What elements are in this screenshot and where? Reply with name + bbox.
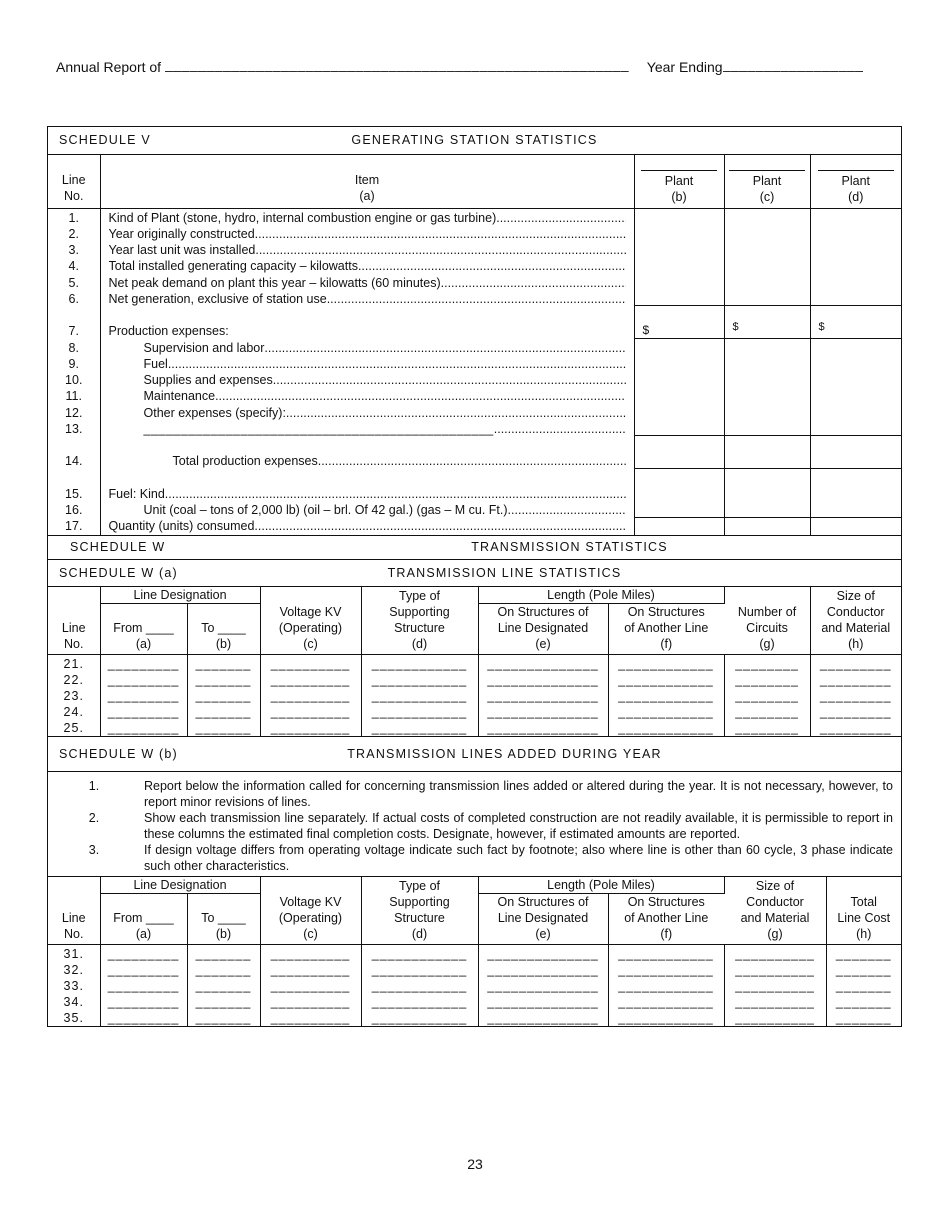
schedule-w-title: TRANSMISSION STATISTICS <box>471 539 668 554</box>
schedule-v-title: GENERATING STATION STATISTICS <box>351 133 598 147</box>
transmission-line-table <box>48 587 901 737</box>
report-of-label: Annual Report of <box>56 59 162 75</box>
wb-type-header: Type of Supporting Structure (d) <box>361 877 478 945</box>
wb-size-fields[interactable]: __________ __________ __________ __________ __________ <box>724 944 826 1026</box>
schedule-wb-code: SCHEDULE W (b) <box>59 746 178 761</box>
plant-d-column[interactable] <box>810 208 901 535</box>
schedule-v-band <box>48 127 901 155</box>
gs-items <box>100 208 634 535</box>
gs-item: Total installed generating capacity – kilowatts ..... <box>109 258 626 274</box>
tl-line-header: Line No. <box>48 587 100 655</box>
schedule-wa-band <box>48 560 901 587</box>
gs-item: Unit (coal – tons of 2,000 lb) (oil – brl. Of 42 gal.) (gas – M cu. Ft.) ..... <box>109 502 626 518</box>
wb-voltage-fields[interactable]: __________ __________ __________ __________ __________ <box>260 944 361 1026</box>
wb-on-line-header: On Structures of Line Designated (e) <box>478 893 608 944</box>
wb-header-row <box>48 877 901 894</box>
tl-from-fields[interactable]: _________ _________ _________ _________ _________ <box>100 654 187 736</box>
wb-cost-fields[interactable]: _______ _______ _______ _______ _______ <box>835 946 892 1025</box>
wb-on-another-fields[interactable]: ____________ ____________ ____________ ____________ ____________ <box>608 944 724 1026</box>
wb-instructions <box>48 772 901 877</box>
lines-added-table <box>48 877 901 1026</box>
tl-on-another-fields[interactable]: ____________ ____________ ____________ ____________ ____________ <box>608 654 724 736</box>
gs-item: Maintenance ..... <box>109 388 626 404</box>
report-header <box>56 56 896 75</box>
wb-cost-header: Total Line Cost (h) <box>837 894 891 941</box>
schedule-wb-band <box>48 737 901 772</box>
gs-item: Year last unit was installed ..... <box>109 242 626 258</box>
instruction-item: 1. Report below the information called for concerning transmission lines added or altered during the year. It is not necessary, however, to report minor revisions of lines. <box>88 778 893 809</box>
tl-on-another-header: On Structures of Another Line (f) <box>624 604 709 651</box>
plant-c-column[interactable] <box>724 208 810 535</box>
tl-line-numbers: 21. 22. 23. 24. 25. <box>48 654 100 736</box>
tl-circuits-header: Number of Circuits (g) <box>724 587 810 655</box>
tl-size-fields[interactable]: _________ _________ _________ _________ _________ <box>819 656 892 735</box>
gs-item: Total production expenses ..... <box>109 453 626 469</box>
plant-c-header: Plant (c) <box>724 155 810 208</box>
tl-type-fields[interactable]: ____________ ____________ ____________ ____________ ____________ <box>361 654 478 736</box>
gs-item: Quantity (units) consumed ..... <box>109 518 626 534</box>
gs-item-header: Item (a) <box>100 155 634 208</box>
tl-voltage-header: Voltage KV (Operating) (c) <box>260 587 361 655</box>
tl-voltage-fields[interactable]: __________ __________ __________ __________ __________ <box>260 654 361 736</box>
tl-to-header: To ____ (b) <box>187 603 260 654</box>
schedule-wa-code: SCHEDULE W (a) <box>59 565 178 580</box>
page-number: 23 <box>467 1156 483 1172</box>
wb-designation-header: Line Designation <box>100 877 260 894</box>
wb-length-header: Length (Pole Miles) <box>478 877 724 894</box>
wb-from-header: From ____ (a) <box>100 893 187 944</box>
tl-circuits-fields[interactable]: ________ ________ ________ ________ ________ <box>724 654 810 736</box>
instruction-item: 3. If design voltage differs from operating voltage indicate such fact by footnote; also where line is other than 60 cycle, 3 phase indicate such other characteristics. <box>88 842 893 873</box>
gs-item: Other expenses (specify): ..... <box>109 405 626 421</box>
generating-station-table <box>48 155 901 535</box>
schedule-wb-title: TRANSMISSION LINES ADDED DURING YEAR <box>347 746 662 761</box>
gs-item: Fuel: Kind ..... <box>109 486 626 502</box>
wb-size-header: Size of Conductor and Material (g) <box>724 877 826 945</box>
gs-other-expense-field[interactable]: _______________________________________________ ..... <box>109 421 626 437</box>
gs-line-header: Line No. <box>48 155 100 208</box>
wb-from-fields[interactable]: _________ _________ _________ _________ _________ <box>100 944 187 1026</box>
wb-voltage-header: Voltage KV (Operating) (c) <box>260 877 361 945</box>
gs-item: Year originally constructed ..... <box>109 226 626 242</box>
tl-on-line-header: On Structures of Line Designated (e) <box>478 603 608 654</box>
gs-item: Net generation, exclusive of station use ..... <box>109 291 626 307</box>
tl-size-header: Size of Conductor and Material (h) <box>821 588 891 651</box>
gs-item: Production expenses: <box>108 324 229 339</box>
wb-line-header: Line No. <box>48 877 100 945</box>
schedule-w-band <box>48 535 901 560</box>
wb-to-header: To ____ (b) <box>187 893 260 944</box>
tl-type-header: Type of Supporting Structure (d) <box>361 587 478 655</box>
wb-on-another-header: On Structures of Another Line (f) <box>624 894 709 941</box>
schedule-wa-title: TRANSMISSION LINE STATISTICS <box>387 565 622 580</box>
plant-b-header: Plant (b) <box>634 155 724 208</box>
gs-item: Supplies and expenses ..... <box>109 372 626 388</box>
plant-b-column[interactable] <box>634 208 724 535</box>
report-of-field[interactable]: ________________________________________________________ <box>164 56 629 72</box>
schedule-v-code: SCHEDULE V <box>59 133 151 147</box>
plant-d-header: Plant (d) <box>810 155 901 208</box>
year-ending-label: Year Ending <box>646 59 723 75</box>
gs-line-numbers: 1. 2. 3. 4. 5. 6. 7. 8. 9. 10. 11. 12. 13. 14. 15. 16. 17. <box>48 208 100 535</box>
gs-item: Net peak demand on plant this year – kilowatts (60 minutes) ..... <box>109 275 626 291</box>
wb-to-fields[interactable]: _______ _______ _______ _______ _______ <box>187 944 260 1026</box>
tl-data-rows <box>48 654 901 736</box>
tl-designation-header: Line Designation <box>100 587 260 604</box>
gs-body <box>48 208 901 535</box>
gs-header-row <box>48 155 901 208</box>
form-frame <box>47 126 902 1027</box>
tl-header-row <box>48 587 901 604</box>
instruction-item: 2. Show each transmission line separately. If actual costs of completed construction are not readily available, it is permissible to report in these columns the estimated final completion costs. Designate, however, if estimated amounts are reported. <box>88 810 893 841</box>
tl-length-header: Length (Pole Miles) <box>478 587 724 604</box>
schedule-w-code: SCHEDULE W <box>70 539 166 554</box>
wb-line-numbers: 31. 32. 33. 34. 35. <box>48 944 100 1026</box>
gs-item: Fuel ..... <box>109 356 626 372</box>
wb-type-fields[interactable]: ____________ ____________ ____________ ____________ ____________ <box>361 944 478 1026</box>
tl-to-fields[interactable]: _______ _______ _______ _______ _______ <box>187 654 260 736</box>
plant-b-dollar: $ <box>635 306 724 339</box>
wb-on-line-fields[interactable]: ______________ ______________ ______________ ______________ ______________ <box>478 944 608 1026</box>
year-ending-field[interactable]: _________________ <box>722 56 864 72</box>
plant-d-dollar: $ <box>811 306 902 339</box>
wb-data-rows <box>48 944 901 1026</box>
tl-on-line-fields[interactable]: ______________ ______________ ______________ ______________ ______________ <box>478 654 608 736</box>
plant-c-dollar: $ <box>725 306 810 339</box>
gs-item: Supervision and labor ..... <box>109 340 626 356</box>
gs-item: Kind of Plant (stone, hydro, internal combustion engine or gas turbine) ..... <box>109 210 626 226</box>
tl-from-header: From ____ (a) <box>100 603 187 654</box>
